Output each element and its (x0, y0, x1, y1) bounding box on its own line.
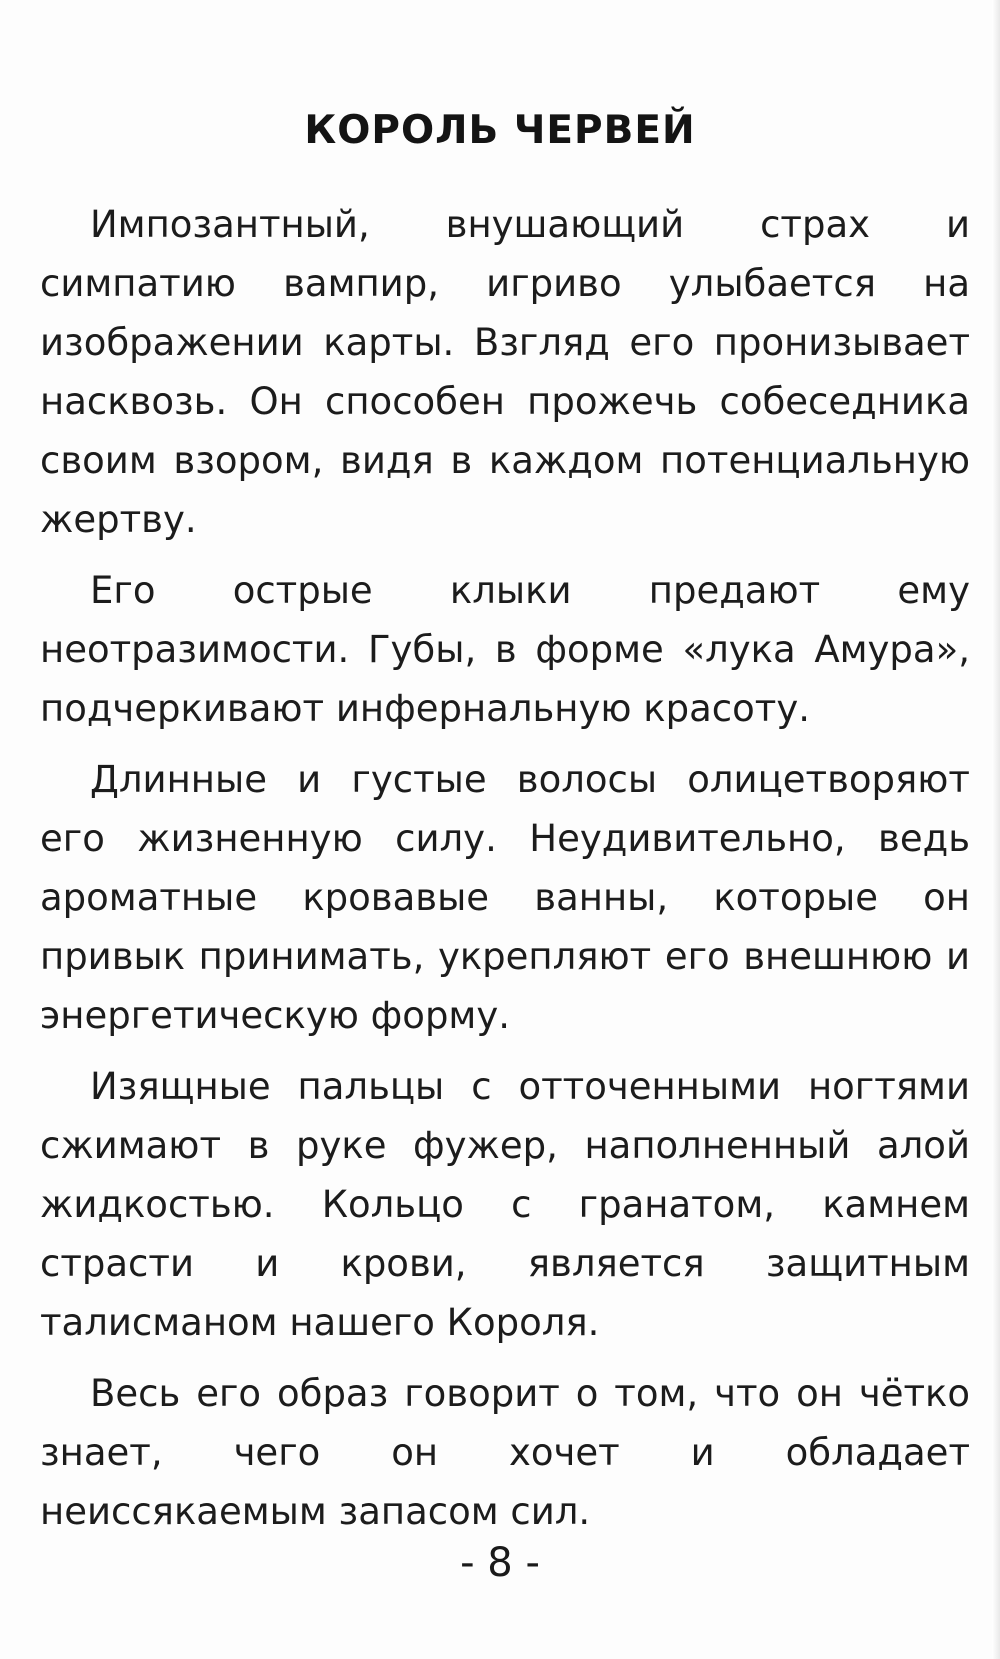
paragraph-2: Его острые клыки предают ему неотразимости. Губы, в форме «лука Амура», подчеркивают инфернальную красоту. (40, 569, 970, 730)
page-edge (992, 0, 1000, 1659)
paragraph-5: Весь его образ говорит о том, что он чётко знает, чего он хочет и обладает неиссякаемым запасом сил. (40, 1372, 970, 1533)
paragraph-3: Длинные и густые волосы олицетворяют его жизненную силу. Неудивительно, ведь ароматные кровавые ванны, которые он привык принимать, укрепляют его внешнюю и энергетическую форму. (40, 758, 970, 1037)
body-text (40, 195, 970, 1553)
page-title: КОРОЛЬ ЧЕРВЕЙ (304, 108, 696, 153)
page-number: - 8 - (460, 1540, 540, 1586)
paragraph-4: Изящные пальцы с отточенными ногтями сжимают в руке фужер, наполненный алой жидкостью. Кольцо с гранатом, камнем страсти и крови, является защитным талисманом нашего Короля. (40, 1065, 970, 1344)
paragraph-1: Импозантный, внушающий страх и симпатию вампир, игриво улыбается на изображении карты. Взгляд его пронизывает насквозь. Он способен прожечь собеседника своим взором, видя в каждом потенциальную жертву. (40, 203, 970, 541)
